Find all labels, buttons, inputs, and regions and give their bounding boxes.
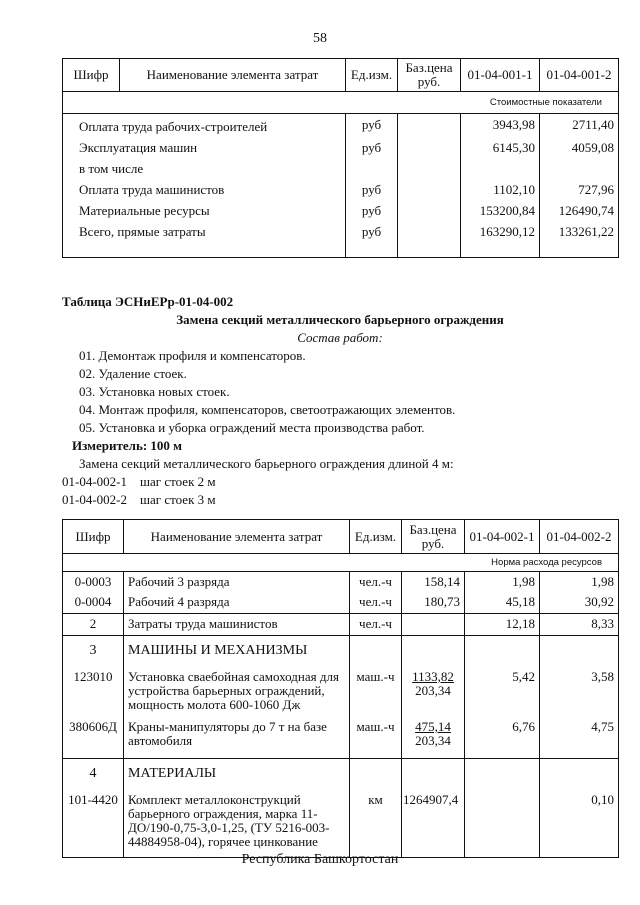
table-row xyxy=(63,614,619,636)
row-value-1: 6145,30 xyxy=(461,137,540,158)
section-title: МАТЕРИАЛЫ xyxy=(124,759,350,792)
header-base-price: Баз.цена руб. xyxy=(402,520,465,554)
row-unit xyxy=(346,158,398,179)
row-name: Установка сваебойная самоходная для устройства барьерных ограждений, мощность молота 600-1060 Дж xyxy=(124,668,350,718)
row-unit: руб xyxy=(346,114,398,138)
variant-text: шаг стоек 3 м xyxy=(140,492,216,507)
works-label: Состав работ: xyxy=(297,330,383,345)
row-code: 2 xyxy=(63,614,124,636)
row-value-2: 4059,08 xyxy=(540,137,619,158)
work-item: 01. Демонтаж профиля и компенсаторов. xyxy=(79,348,306,363)
work-item: 05. Установка и уборка ограждений места производства работ. xyxy=(79,420,425,435)
price-bottom: 203,34 xyxy=(415,733,451,748)
row-unit: чел.-ч xyxy=(350,572,402,594)
row-value-1: 153200,84 xyxy=(461,200,540,221)
row-name: в том числе xyxy=(63,158,346,179)
row-unit: руб xyxy=(346,200,398,221)
row-price: 158,14 xyxy=(402,572,465,594)
row-value-1 xyxy=(465,791,540,858)
row-value-2: 2711,40 xyxy=(540,114,619,138)
row-value-2 xyxy=(540,158,619,179)
footer-region: Республика Башкортостан xyxy=(241,852,399,867)
table-row xyxy=(63,200,619,221)
row-code: 0-0004 xyxy=(63,593,124,614)
row-name: Рабочий 3 разряда xyxy=(124,572,350,594)
table-row xyxy=(63,668,619,718)
price-top: 1133,82 xyxy=(412,669,454,684)
row-value-2: 1,98 xyxy=(540,572,619,594)
row-value-1: 6,76 xyxy=(465,718,540,759)
cost-indicators-table xyxy=(62,58,619,258)
row-name: Всего, прямые затраты xyxy=(63,221,346,258)
row-unit: маш.-ч xyxy=(350,668,402,718)
row-value-2: 727,96 xyxy=(540,179,619,200)
header-unit: Ед.изм. xyxy=(350,520,402,554)
row-value-1: 5,42 xyxy=(465,668,540,718)
row-unit: чел.-ч xyxy=(350,593,402,614)
section-row xyxy=(63,759,619,792)
subheader-label: Стоимостные показатели xyxy=(63,92,619,114)
subheader-label: Норма расхода ресурсов xyxy=(63,554,619,572)
table-row xyxy=(63,137,619,158)
header-base-price: Баз.цена руб. xyxy=(398,59,461,92)
section-code: 3 xyxy=(63,636,124,669)
row-price xyxy=(402,718,465,759)
row-name: Краны-манипуляторы до 7 т на базе автомобиля xyxy=(124,718,350,759)
row-name: Затраты труда машинистов xyxy=(124,614,350,636)
table-row xyxy=(63,593,619,614)
section-description: Замена секций металлического барьерного ограждения длиной 4 м: xyxy=(79,456,454,471)
table-header-row xyxy=(63,59,619,92)
row-price: 180,73 xyxy=(402,593,465,614)
table-label: Таблица ЭСНиЕРр-01-04-002 xyxy=(62,294,234,309)
work-item: 02. Удаление стоек. xyxy=(79,366,187,381)
row-value-2: 30,92 xyxy=(540,593,619,614)
section-code: 4 xyxy=(63,759,124,792)
row-value-1: 12,18 xyxy=(465,614,540,636)
price-top: 475,14 xyxy=(415,719,451,734)
header-col1: 01-04-001-1 xyxy=(461,59,540,92)
row-name: Оплата труда машинистов xyxy=(63,179,346,200)
row-code: 101-4420 xyxy=(63,791,124,858)
row-unit: руб xyxy=(346,221,398,258)
row-value-2: 3,58 xyxy=(540,668,619,718)
row-code: 380606Д xyxy=(63,718,124,759)
work-item: 04. Монтаж профиля, компенсаторов, светоотражающих элементов. xyxy=(79,402,456,417)
row-value-1: 1102,10 xyxy=(461,179,540,200)
row-name: Оплата труда рабочих-строителей xyxy=(63,114,346,138)
subheader-row xyxy=(63,92,619,114)
table-row xyxy=(63,179,619,200)
resource-norms-table xyxy=(62,519,619,858)
row-name: Эксплуатация машин xyxy=(63,137,346,158)
row-value-1: 3943,98 xyxy=(461,114,540,138)
row-value-1: 45,18 xyxy=(465,593,540,614)
row-value-1: 163290,12 xyxy=(461,221,540,258)
measure-unit: Измеритель: 100 м xyxy=(72,438,183,453)
row-unit: км xyxy=(350,791,402,858)
header-name: Наименование элемента затрат xyxy=(120,59,346,92)
header-name: Наименование элемента затрат xyxy=(124,520,350,554)
row-value-1 xyxy=(461,158,540,179)
header-col1: 01-04-002-1 xyxy=(465,520,540,554)
row-value-2: 0,10 xyxy=(540,791,619,858)
row-code: 0-0003 xyxy=(63,572,124,594)
table-header-row xyxy=(63,520,619,554)
row-name: Комплект металлоконструкций барьерного ограждения, марка 11-ДО/190-0,75-3,0-1,25, (ТУ 5216-003-44884958-04), горячее цинкование xyxy=(124,791,350,858)
row-value-1: 1,98 xyxy=(465,572,540,594)
section-title: МАШИНЫ И МЕХАНИЗМЫ xyxy=(124,636,350,669)
header-col2: 01-04-002-2 xyxy=(540,520,619,554)
section-title: Замена секций металлического барьерного ограждения xyxy=(176,312,504,327)
table-row xyxy=(63,718,619,759)
page-number: 58 xyxy=(313,31,327,46)
table-row xyxy=(63,791,619,858)
variant-code: 01-04-002-1 xyxy=(62,474,127,489)
row-value-2: 8,33 xyxy=(540,614,619,636)
row-price: 1264907,4 xyxy=(402,791,465,858)
section-row xyxy=(63,636,619,669)
header-code: Шифр xyxy=(63,59,120,92)
row-unit: руб xyxy=(346,179,398,200)
table-row xyxy=(63,572,619,594)
variant-text: шаг стоек 2 м xyxy=(140,474,216,489)
subheader-row xyxy=(63,554,619,572)
header-unit: Ед.изм. xyxy=(346,59,398,92)
work-item: 03. Установка новых стоек. xyxy=(79,384,230,399)
table-row xyxy=(63,221,619,258)
header-code: Шифр xyxy=(63,520,124,554)
row-price xyxy=(402,668,465,718)
variant-code: 01-04-002-2 xyxy=(62,492,127,507)
table-row xyxy=(63,114,619,138)
price-bottom: 203,34 xyxy=(415,683,451,698)
row-value-2: 4,75 xyxy=(540,718,619,759)
row-unit: чел.-ч xyxy=(350,614,402,636)
row-price xyxy=(402,614,465,636)
row-unit: руб xyxy=(346,137,398,158)
row-name: Материальные ресурсы xyxy=(63,200,346,221)
row-unit: маш.-ч xyxy=(350,718,402,759)
row-name: Рабочий 4 разряда xyxy=(124,593,350,614)
row-value-2: 133261,22 xyxy=(540,221,619,258)
header-col2: 01-04-001-2 xyxy=(540,59,619,92)
table-row xyxy=(63,158,619,179)
row-value-2: 126490,74 xyxy=(540,200,619,221)
row-code: 123010 xyxy=(63,668,124,718)
